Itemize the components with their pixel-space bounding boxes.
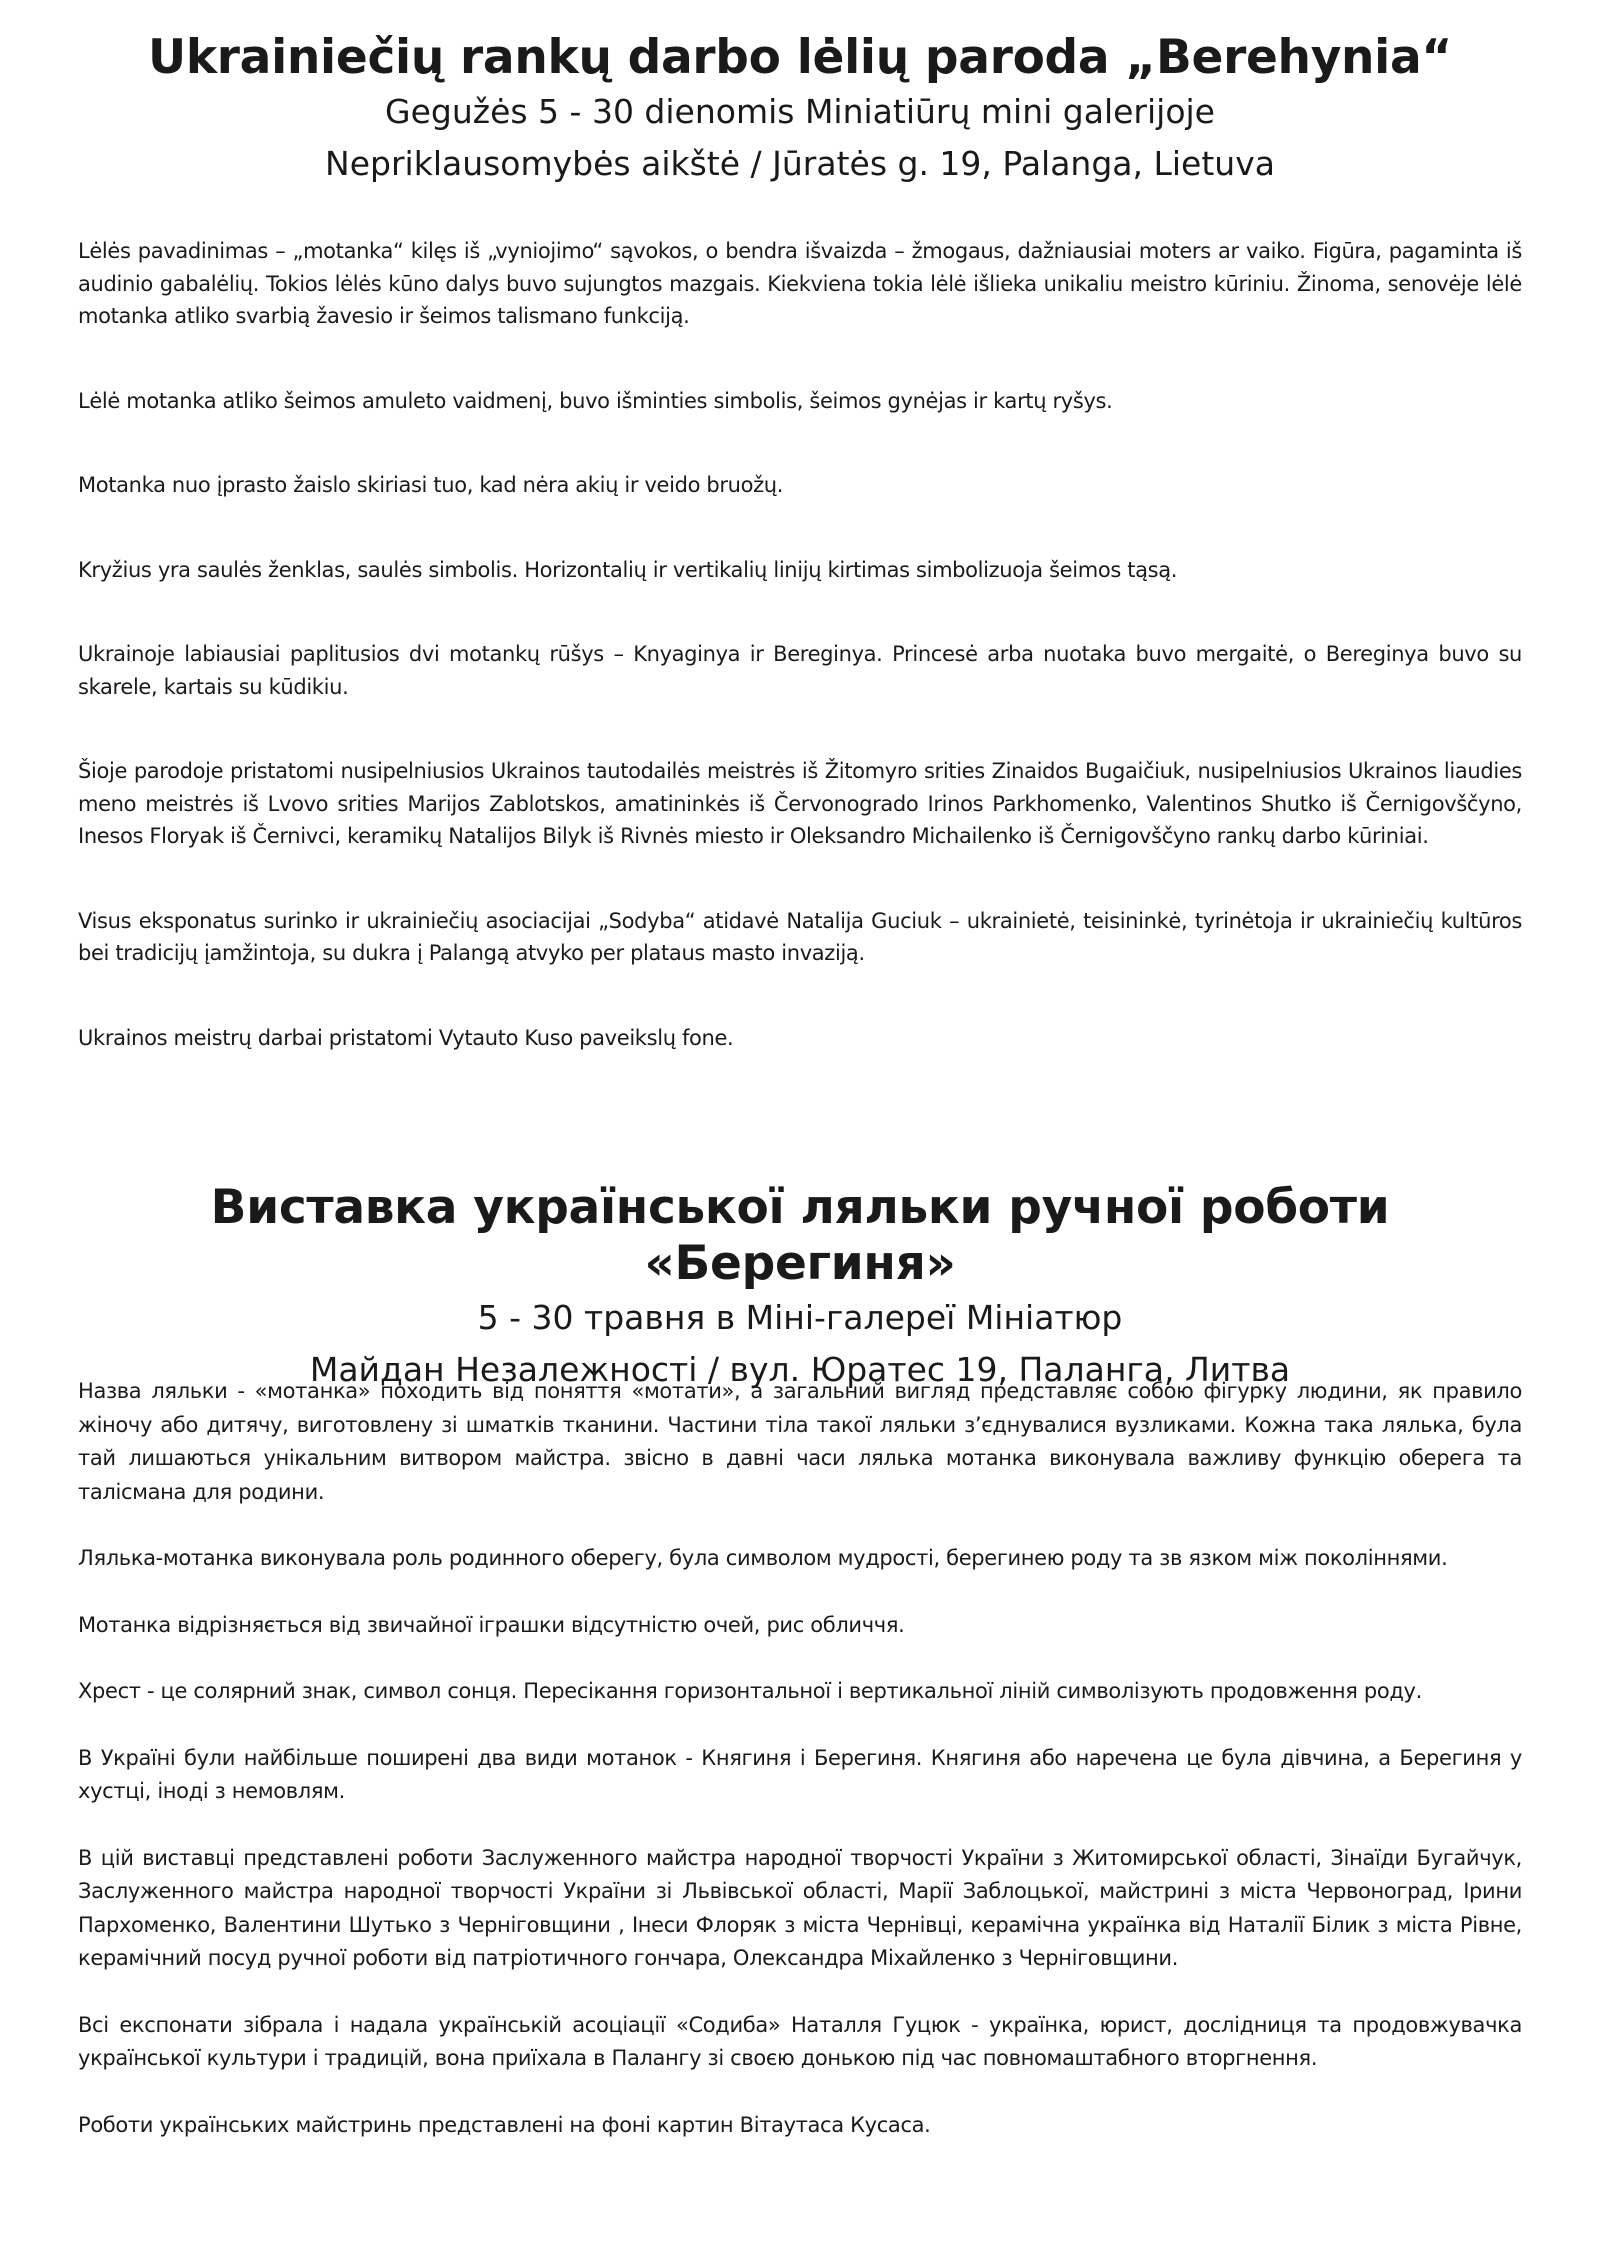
ua-paragraph: В цій виставці представлені роботи Заслуженного майстра народної творчості України з Житомирської області, Зінаїди Бугайчук, Заслуженного майстра народної творчості України зі Львівської області, Марії Заблоцької, майстрині з міста Червоноград, Ірини Пархоменко, Валентини Шутько з Черніговщини , Інеси Флоряк з міста Чернівці, керамічна українка від Наталії Білик з міста Рівне, керамічний посуд ручної роботи від патріотичного гончара, Олександра Міхайленко з Черніговщини. xyxy=(78,1845,1522,1970)
lt-paragraph: Lėlė motanka atliko šeimos amuleto vaidmenį, buvo išminties simbolis, šeimos gynėjas ir kartų ryšys. xyxy=(78,388,1113,413)
lt-paragraph: Kryžius yra saulės ženklas, saulės simbolis. Horizontalių ir vertikalių linijų kirtimas simbolizuoja šeimos tąsą. xyxy=(78,557,1178,582)
ua-paragraph: Назва ляльки - «мотанка» походить від поняття «мотати», а загальний вигляд представляє собою фігурку людини, як правило жіночу або дитячу, виготовлену зі шматків тканини. Частини тіла такої ляльки з’єднувалися вузликами. Кожна така лялька, була тай лишаються унікальним витвором майстра. звісно в давні часи лялька мотанка виконувала важливу функцію оберега та талісмана для родини. xyxy=(78,1379,1522,1504)
ua-paragraph: Всі експонати зібрала і надала українській асоціації «Содиба» Наталля Гуцюк - українка, юрист, дослідниця та продовжувачка української культури і традицій, вона приїхала в Палангу зі своєю донькою під час повномаштабного вторгнення. xyxy=(78,2012,1522,2070)
lt-header xyxy=(78,30,1522,190)
ua-subtitle-dates: 5 - 30 травня в Міні-галереї Мініатюр xyxy=(477,1298,1123,1337)
ua-paragraph: Роботи українських майстринь представлені на фоні картин Вітаутаса Кусаса. xyxy=(78,2112,931,2137)
ua-paragraph: Лялька-мотанка виконувала роль родинного оберегу, була символом мудрості, берегинею роду та зв язком між поколіннями. xyxy=(78,1546,1448,1570)
lt-paragraph: Motanka nuo įprasto žaislo skiriasi tuo, kad nėra akių ir veido bruožų. xyxy=(78,473,784,497)
lt-paragraph: Ukrainos meistrų darbai pristatomi Vytauto Kuso paveikslų fone. xyxy=(78,1025,734,1050)
lt-subtitle-address: Nepriklausomybės aikštė / Jūratės g. 19, Palanga, Lietuva xyxy=(325,144,1275,183)
ua-paragraph: Мотанка відрізняється від звичайної іграшки відсутністю очей, рис обличчя. xyxy=(78,1612,905,1637)
lt-body xyxy=(78,235,1522,1106)
ua-title: Виставка української ляльки ручної роботи «Берегиня» xyxy=(210,1180,1390,1291)
ua-subtitle-address: Майдан Незалежності / вул. Юратес 19, Паланга, Литва xyxy=(309,1350,1291,1389)
lt-paragraph: Ukrainoje labiausiai paplitusios dvi motankų rūšys – Knyaginya ir Bereginya. Princesė arba nuotaka buvo mergaitė, o Bereginya buvo su skarele, kartais su kūdikiu. xyxy=(78,642,1522,699)
lt-subtitle-dates: Gegužės 5 - 30 dienomis Miniatiūrų mini galerijoje xyxy=(385,92,1215,131)
lt-title: Ukrainiečių rankų darbo lėlių paroda „Berehynia“ xyxy=(147,30,1453,85)
ua-paragraph: В Україні були найбільше поширені два види мотанок - Княгиня і Берегиня. Княгиня або наречена це була дівчина, а Берегиня у хустці, іноді з немовлям. xyxy=(78,1745,1522,1803)
lt-paragraph: Šioje parodoje pristatomi nusipelniusios Ukrainos tautodailės meistrės iš Žitomyro srities Zinaidos Bugaičiuk, nusipelniusios Ukrainos liaudies meno meistrės iš Lvovo srities Marijos Zablotskos, amatininkės iš Červonogrado Irinos Parkhomenko, Valentinos Shutko iš Černigovščyno, Inesos Floryak iš Černivci, keramikų Natalijos Bilyk iš Rivnės miesto ir Oleksandro Michailenko iš Černigovščyno rankų darbo kūriniai. xyxy=(78,759,1522,848)
ua-paragraph: Хрест - це солярний знак, символ сонця. Пересікання горизонтальної і вертикальної ліній символізують продовження роду. xyxy=(78,1679,1422,1703)
ua-body xyxy=(78,1375,1522,2175)
ua-header xyxy=(78,1180,1522,1396)
lt-paragraph: Visus eksponatus surinko ir ukrainiečių asociacijai „Sodyba“ atidavė Natalija Guciuk – ukrainietė, teisininkė, tyrinėtoja ir ukrainiečių kultūros bei tradicijų įamžintoja, su dukra į Palangą atvyko per plataus masto invaziją. xyxy=(78,908,1522,965)
lt-paragraph: Lėlės pavadinimas – „motanka“ kilęs iš „vyniojimo“ sąvokos, o bendra išvaizda – žmogaus, dažniausiai moters ar vaiko. Figūra, pagaminta iš audinio gabalėlių. Tokios lėlės kūno dalys buvo sujungtos mazgais. Kiekviena tokia lėlė išlieka unikaliu meistro kūriniu. Žinoma, senovėje lėlė motanka atliko svarbią žavesio ir šeimos talismano funkciją. xyxy=(78,239,1522,328)
